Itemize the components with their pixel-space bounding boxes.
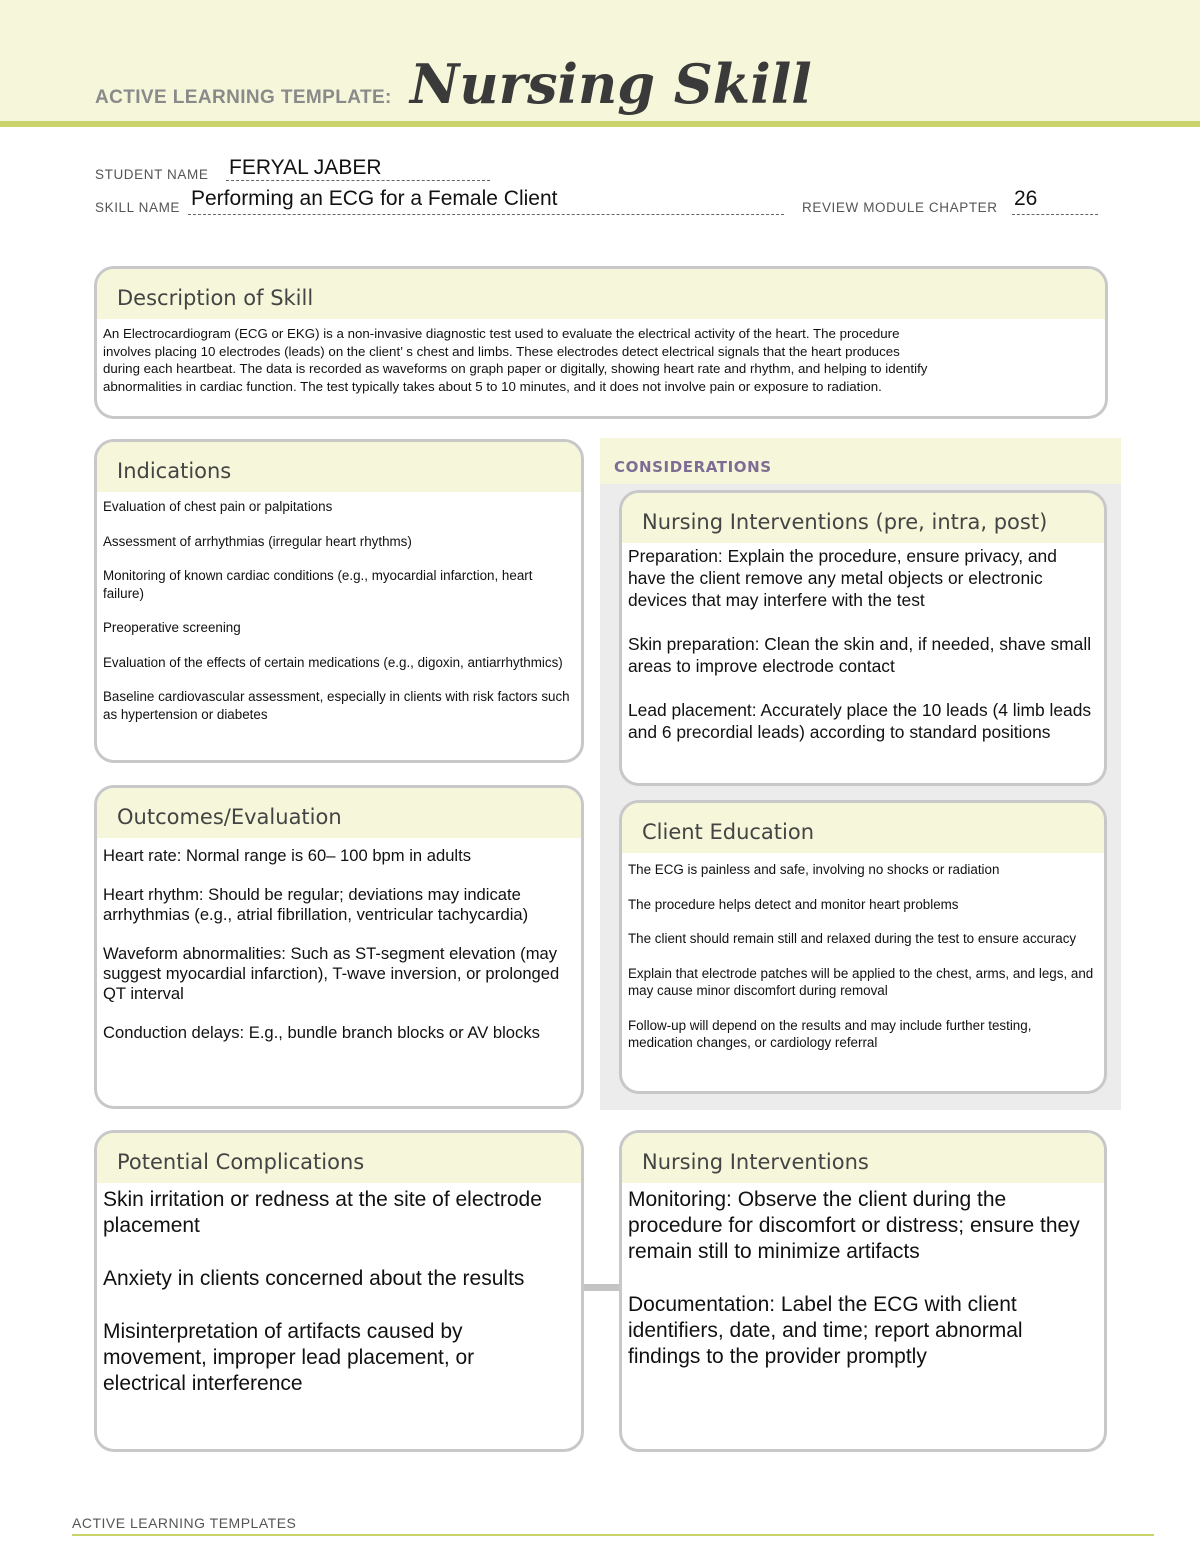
outcomes-title: Outcomes/Evaluation bbox=[97, 788, 581, 838]
list-item: Skin preparation: Clean the skin and, if needed, shave small areas to improve electrode contact bbox=[628, 634, 1092, 676]
skill-name-field[interactable]: Performing an ECG for a Female Client bbox=[191, 187, 558, 210]
list-item: The ECG is painless and safe, involving no shocks or radiation bbox=[628, 862, 1000, 877]
nursing-interventions-pre-list bbox=[622, 543, 1104, 743]
template-prefix: ACTIVE LEARNING TEMPLATE: bbox=[95, 87, 392, 108]
client-education-box bbox=[619, 800, 1107, 1094]
outcomes-box bbox=[94, 785, 584, 1109]
list-item: Waveform abnormalities: Such as ST-segment elevation (may suggest myocardial infarction), T-wave inversion, or prolonged QT interval bbox=[103, 944, 560, 1003]
list-item: Follow-up will depend on the results and may include further testing, medication changes, or cardiology referral bbox=[628, 1017, 1032, 1050]
description-box bbox=[94, 266, 1108, 419]
footer-text: ACTIVE LEARNING TEMPLATES bbox=[72, 1515, 297, 1531]
complications-box bbox=[94, 1130, 584, 1452]
student-name-line bbox=[226, 180, 490, 181]
list-item: Evaluation of the effects of certain medications (e.g., digoxin, antiarrhythmics) bbox=[103, 654, 563, 670]
template-title: Nursing Skill bbox=[410, 52, 812, 116]
list-item: Monitoring of known cardiac conditions (e.g., myocardial infarction, heart failure) bbox=[103, 568, 533, 601]
list-item: The client should remain still and relaxed during the test to ensure accuracy bbox=[628, 931, 1077, 946]
student-name-label: STUDENT NAME bbox=[95, 167, 209, 182]
review-module-label: REVIEW MODULE CHAPTER bbox=[802, 200, 998, 215]
review-module-field[interactable]: 26 bbox=[1014, 187, 1038, 210]
list-item: Anxiety in clients concerned about the results bbox=[103, 1267, 525, 1290]
list-item: Assessment of arrhythmias (irregular heart rhythms) bbox=[103, 533, 412, 549]
list-item: Lead placement: Accurately place the 10 leads (4 limb leads and 6 precordial leads) according to standard positions bbox=[628, 700, 1092, 742]
nursing-interventions-list bbox=[622, 1183, 1104, 1370]
indications-box bbox=[94, 439, 584, 763]
complications-title: Potential Complications bbox=[97, 1133, 581, 1183]
list-item: Heart rhythm: Should be regular; deviations may indicate arrhythmias (e.g., atrial fibrillation, ventricular tachycardia) bbox=[103, 885, 529, 924]
nursing-interventions-box bbox=[619, 1130, 1107, 1452]
list-item: The procedure helps detect and monitor heart problems bbox=[628, 896, 959, 912]
description-title: Description of Skill bbox=[97, 269, 1105, 319]
description-line: An Electrocardiogram (ECG or EKG) is a non-invasive diagnostic test used to evaluate the electrical activity of the heart. The procedure bbox=[103, 326, 900, 341]
skill-name-line bbox=[188, 214, 784, 215]
client-education-title: Client Education bbox=[622, 803, 1104, 853]
complications-list bbox=[97, 1183, 581, 1397]
description-text bbox=[97, 319, 1105, 395]
footer-rule bbox=[72, 1534, 1154, 1536]
outcomes-list bbox=[97, 838, 581, 1043]
list-item: Preparation: Explain the procedure, ensure privacy, and have the client remove any metal objects or electronic devices that may interfere with the test bbox=[628, 546, 1057, 610]
list-item: Evaluation of chest pain or palpitations bbox=[103, 499, 333, 514]
nursing-interventions-pre-box bbox=[619, 490, 1107, 786]
description-line: abnormalities in cardiac function. The test typically takes about 5 to 10 minutes, and it does not involve pain or exposure to radiation. bbox=[103, 378, 882, 394]
list-item: Misinterpretation of artifacts caused by movement, improper lead placement, or electrical interference bbox=[103, 1320, 475, 1395]
header-rule bbox=[0, 121, 1200, 127]
list-item: Conduction delays: E.g., bundle branch blocks or AV blocks bbox=[103, 1023, 540, 1042]
list-item: Preoperative screening bbox=[103, 620, 241, 635]
client-education-list bbox=[622, 853, 1104, 1052]
list-item: Heart rate: Normal range is 60– 100 bpm in adults bbox=[103, 846, 472, 865]
review-module-line bbox=[1012, 214, 1098, 215]
indications-list bbox=[97, 492, 581, 723]
list-item: Monitoring: Observe the client during the procedure for discomfort or distress; ensure they remain still to minimize artifacts bbox=[628, 1188, 1080, 1263]
skill-name-label: SKILL NAME bbox=[95, 200, 181, 215]
nursing-interventions-title: Nursing Interventions bbox=[622, 1133, 1104, 1183]
student-name-field[interactable]: FERYAL JABER bbox=[229, 156, 382, 179]
considerations-title: CONSIDERATIONS bbox=[600, 438, 1121, 484]
list-item: Skin irritation or redness at the site of electrode placement bbox=[103, 1188, 542, 1237]
description-line: involves placing 10 electrodes (leads) on the client’ s chest and limbs. These electrodes detect electrical signals that the heart produces bbox=[103, 343, 900, 359]
list-item: Baseline cardiovascular assessment, especially in clients with risk factors such as hypertension or diabetes bbox=[103, 689, 570, 722]
nursing-interventions-pre-title: Nursing Interventions (pre, intra, post) bbox=[622, 493, 1104, 543]
list-item: Explain that electrode patches will be applied to the chest, arms, and legs, and may cause minor discomfort during removal bbox=[628, 965, 1094, 998]
indications-title: Indications bbox=[97, 442, 581, 492]
description-line: during each heartbeat. The data is recorded as waveforms on graph paper or digitally, showing heart rate and rhythm, and helping to identify bbox=[103, 361, 928, 376]
box-connector bbox=[584, 1284, 620, 1291]
list-item: Documentation: Label the ECG with client identifiers, date, and time; report abnormal findings to the provider promptly bbox=[628, 1293, 1023, 1368]
